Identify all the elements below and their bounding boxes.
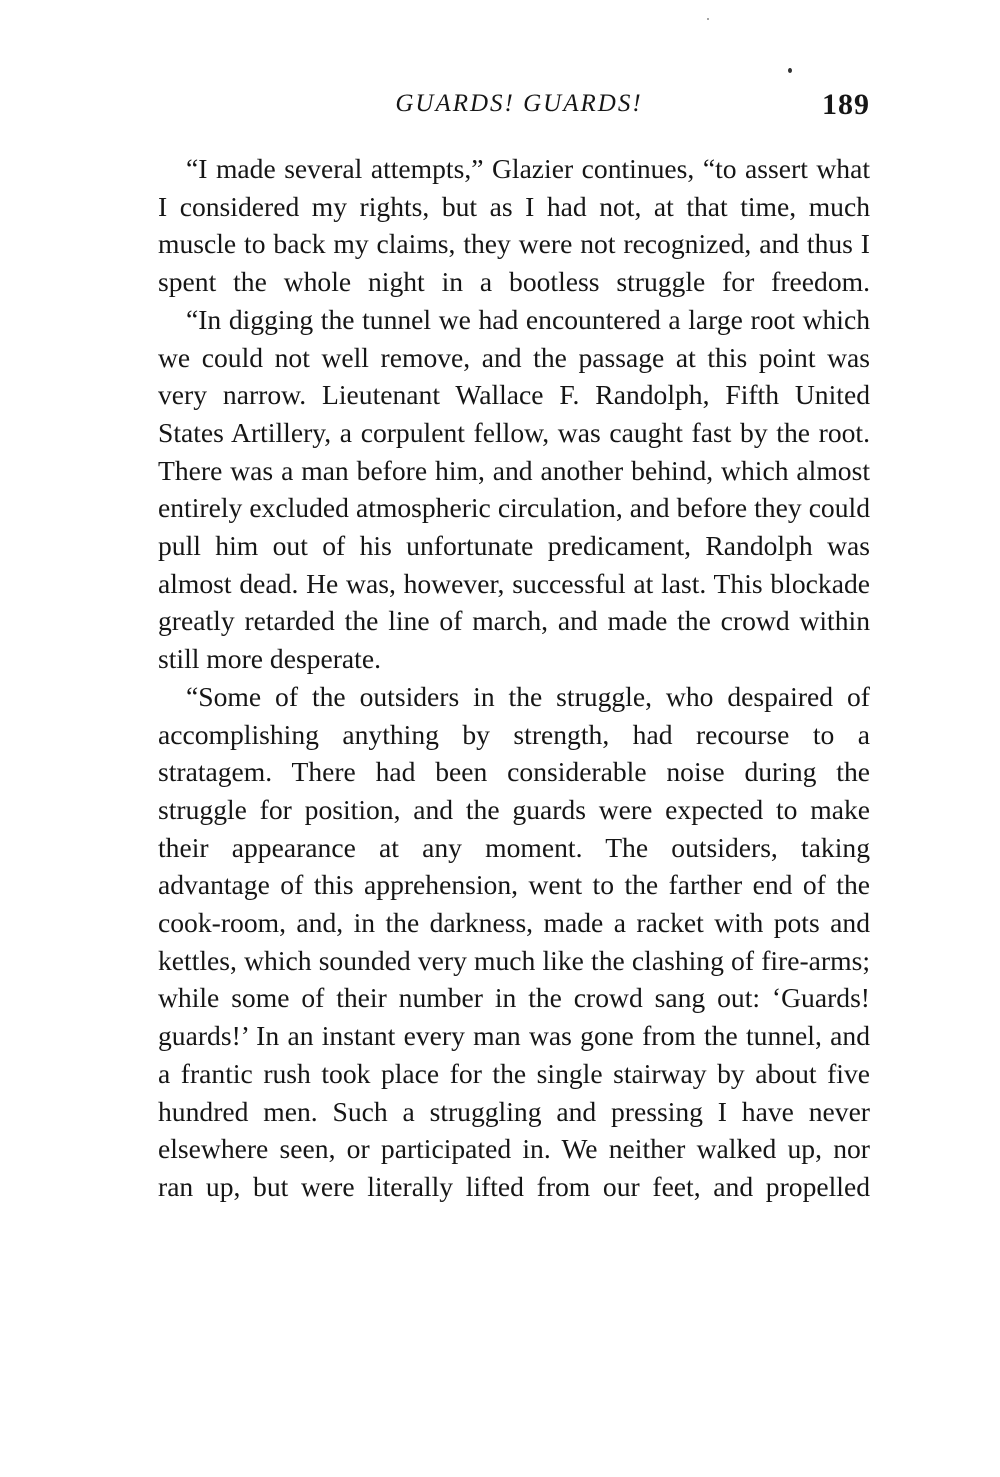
paragraph: “I made several attempts,” Glazier continues, “to assert what I considered my rights, but as I had not, at that time, much muscle to back my claims, they were not recognized, and thus I spent the whole night in a bootless struggle for freedom. xyxy=(158,153,870,298)
ink-speck xyxy=(707,18,709,20)
body-text xyxy=(158,150,870,1206)
paragraph: “Some of the outsiders in the struggle, who despaired of accomplishing anything by strength, had recourse to a stratagem. There had been considerable noise during the struggle for position, and the guards were expected to make their appearance at any moment. The outsiders, taking advantage of this apprehension, went to the farther end of the cook-room, and, in the darkness, made a racket with pots and kettles, which sounded very much like the clashing of fire-arms; while some of their number in the crowd sang out: ‘Guards! guards!’ In an instant every man was gone from the tunnel, and a frantic rush took place for the single stairway by about five hundred men. Such a struggling and pressing I have never elsewhere seen, or participated in. We neither walked up, nor ran up, but were literally lifted from our feet, and propelled xyxy=(158,680,870,1202)
page-number: 189 xyxy=(822,88,870,121)
paragraph: “In digging the tunnel we had encountered a large root which we could not well remove, and the passage at this point was very narrow. Lieutenant Wallace F. Randolph, Fifth United States Artillery, a corpulent fellow, was caught fast by the root. There was a man before him, and another behind, which almost entirely excluded atmospheric circulation, and before they could pull him out of his unfortunate predicament, Randolph was almost dead. He was, however, successful at last. This blockade greatly retarded the line of march, and made the crowd within still more desperate. xyxy=(158,303,870,675)
page-header xyxy=(158,88,870,128)
running-head: GUARDS! GUARDS! xyxy=(395,90,643,117)
ink-speck xyxy=(788,68,792,73)
